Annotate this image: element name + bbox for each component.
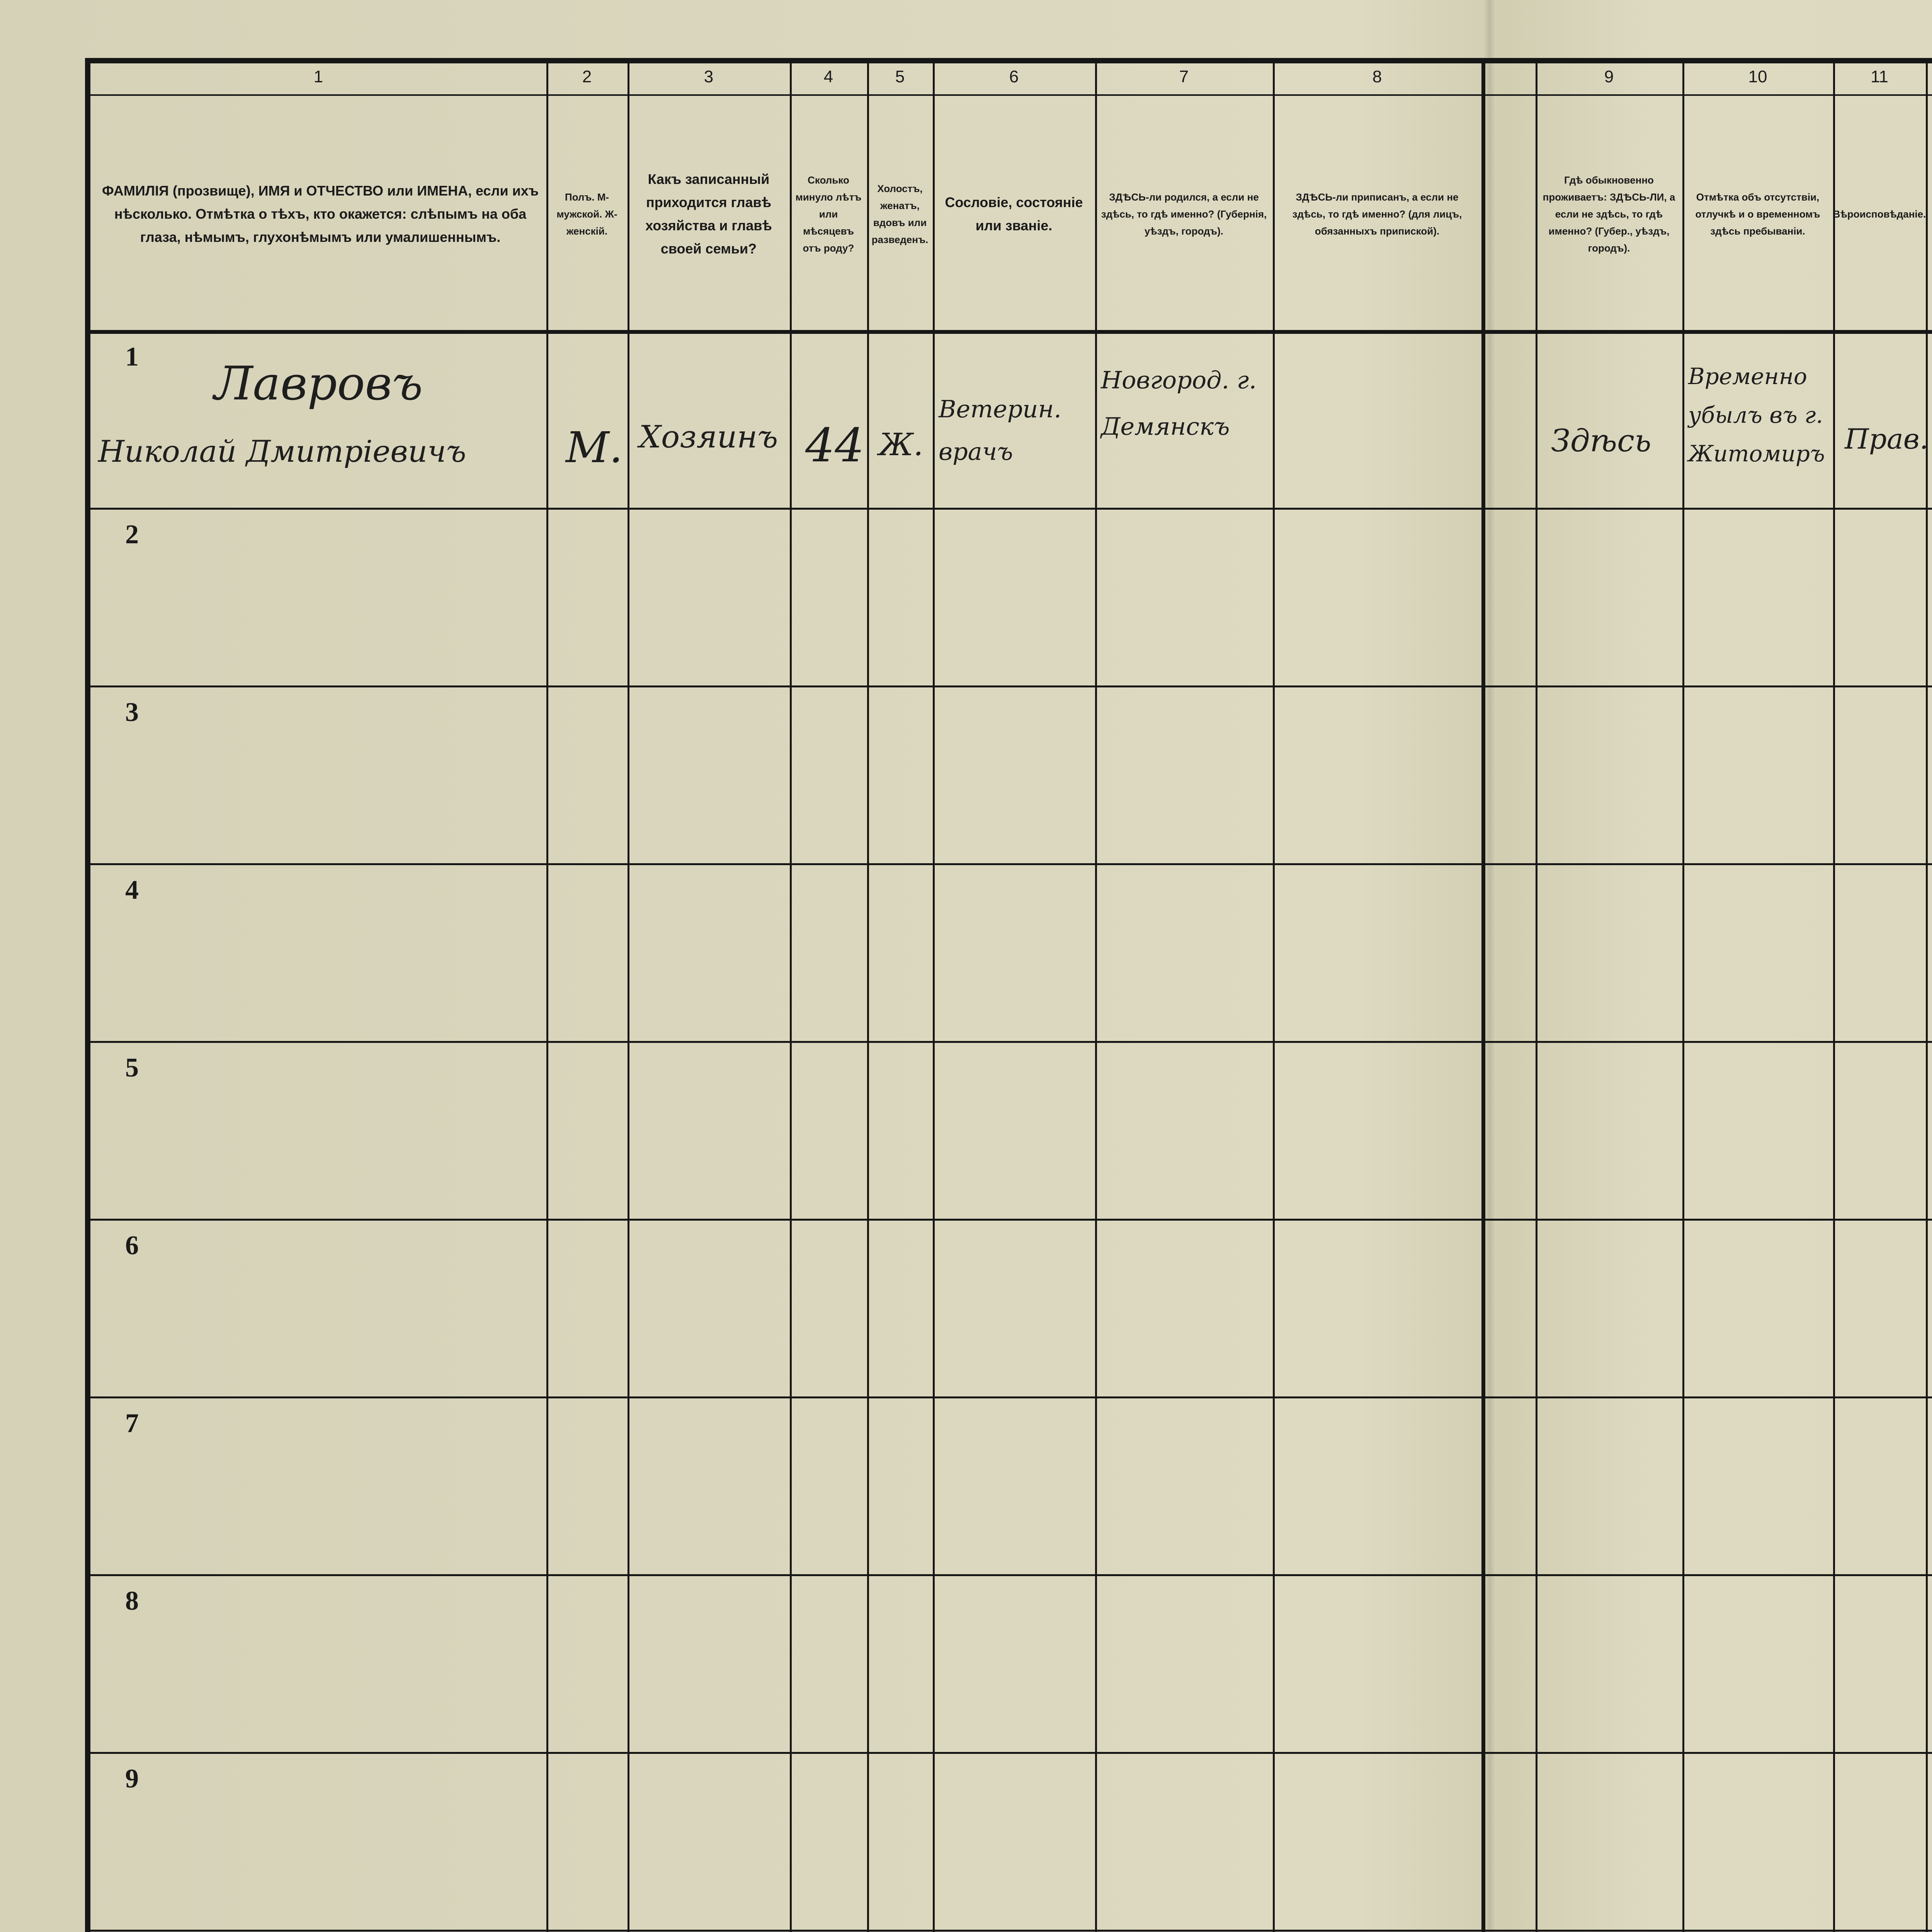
column-rule [546, 63, 548, 1932]
header-sex: Полъ. М-мужской. Ж-женскій. [556, 191, 617, 237]
header-religion: Вѣроисповѣданіе. [1833, 208, 1926, 220]
row-number: 5 [125, 1053, 139, 1083]
header-relation: Какъ записанный приходится главѣ хозяйства и главѣ своей семьи? [645, 171, 772, 257]
entry-given-names: Николай Дмитріевичъ [98, 434, 466, 469]
entry-marital: Ж. [879, 427, 923, 463]
entry-absence-note: Временно убылъ въ г. Житомиръ [1688, 363, 1825, 467]
entry-relation: Хозяинъ [639, 419, 778, 455]
row-rule [90, 508, 1932, 510]
row-number: 6 [125, 1231, 139, 1260]
column-rule [628, 63, 629, 1932]
column-number: 9 [1604, 67, 1614, 86]
entry-estate: Ветерин. врачъ [939, 395, 1061, 466]
header-registration: ЗДѢСЬ-ли приписанъ, а если не здѣсь, то гдѣ именно? (для лицъ, обязанныхъ припиской). [1292, 191, 1462, 237]
row-rule [90, 863, 1932, 865]
entry-birthplace: Новгород. г. Демянскъ [1101, 366, 1257, 440]
census-table [85, 58, 1932, 1932]
column-number: 2 [582, 67, 592, 86]
row-rule [90, 1752, 1932, 1754]
row-rule [90, 685, 1932, 687]
header-residence: Гдѣ обыкновенно проживаетъ: ЗДѢСЬ-ЛИ, а если не здѣсь, то гдѣ именно? (Губер., уѣздъ, городъ). [1543, 174, 1675, 254]
row-rule [90, 1041, 1932, 1043]
row-rule [90, 1930, 1932, 1932]
row-rule [90, 1574, 1932, 1576]
row-number: 4 [125, 875, 139, 905]
column-rule [1926, 63, 1928, 1932]
header-marital: Холостъ, женатъ, вдовъ или разведенъ. [871, 183, 929, 245]
header-birthplace: ЗДѢСЬ-ли родился, а если не здѣсь, то гдѣ именно? (Губернія, уѣздъ, городъ). [1101, 191, 1267, 237]
header-bottom-rule [90, 330, 1932, 334]
column-rule [1273, 63, 1275, 1932]
row-number: 9 [125, 1764, 139, 1794]
header-estate: Сословіе, состояніе или званіе. [945, 194, 1083, 233]
column-number: 11 [1871, 67, 1888, 86]
column-number: 7 [1179, 67, 1189, 86]
header-name: ФАМИЛІЯ (прозвище), ИМЯ и ОТЧЕСТВО или ИМЕНА, если ихъ нѣсколько. Отмѣтка о тѣхъ, кто окажется: слѣпымъ на оба глаза, нѣмымъ, глухонѣмымъ или умалишеннымъ. [102, 183, 539, 245]
column-rule [867, 63, 869, 1932]
column-number: 6 [1009, 67, 1019, 86]
column-number: 3 [704, 67, 714, 86]
entry-sex: М. [566, 423, 623, 472]
header-age: Сколько минуло лѣтъ или мѣсяцевъ отъ роду? [795, 174, 862, 254]
row-rule [90, 1219, 1932, 1221]
row-number: 1 [125, 342, 139, 372]
entry-surname: Лавровъ [214, 357, 423, 411]
column-rule [933, 63, 935, 1932]
row-number: 7 [125, 1408, 139, 1438]
row-number: 8 [125, 1586, 139, 1616]
entry-age: 44 [805, 419, 864, 473]
column-rule [790, 63, 792, 1932]
row-number: 2 [125, 520, 139, 549]
header-absence: Отмѣтка объ отсутствіи, отлучкѣ и о временномъ здѣсь пребываніи. [1695, 191, 1820, 237]
column-number-row [90, 63, 1932, 96]
column-rule [1833, 63, 1835, 1932]
column-rule [1682, 63, 1684, 1932]
row-number: 3 [125, 697, 139, 727]
entry-religion: Прав. [1845, 423, 1929, 455]
column-rule [1536, 63, 1537, 1932]
column-rule [1481, 63, 1485, 1932]
column-number: 4 [823, 67, 833, 86]
column-rule [1095, 63, 1097, 1932]
row-rule [90, 1396, 1932, 1398]
column-number: 8 [1372, 67, 1382, 86]
column-number: 10 [1748, 67, 1767, 86]
entry-residence: Здѣсь [1551, 423, 1651, 459]
column-number: 1 [313, 67, 323, 86]
column-number: 5 [895, 67, 905, 86]
